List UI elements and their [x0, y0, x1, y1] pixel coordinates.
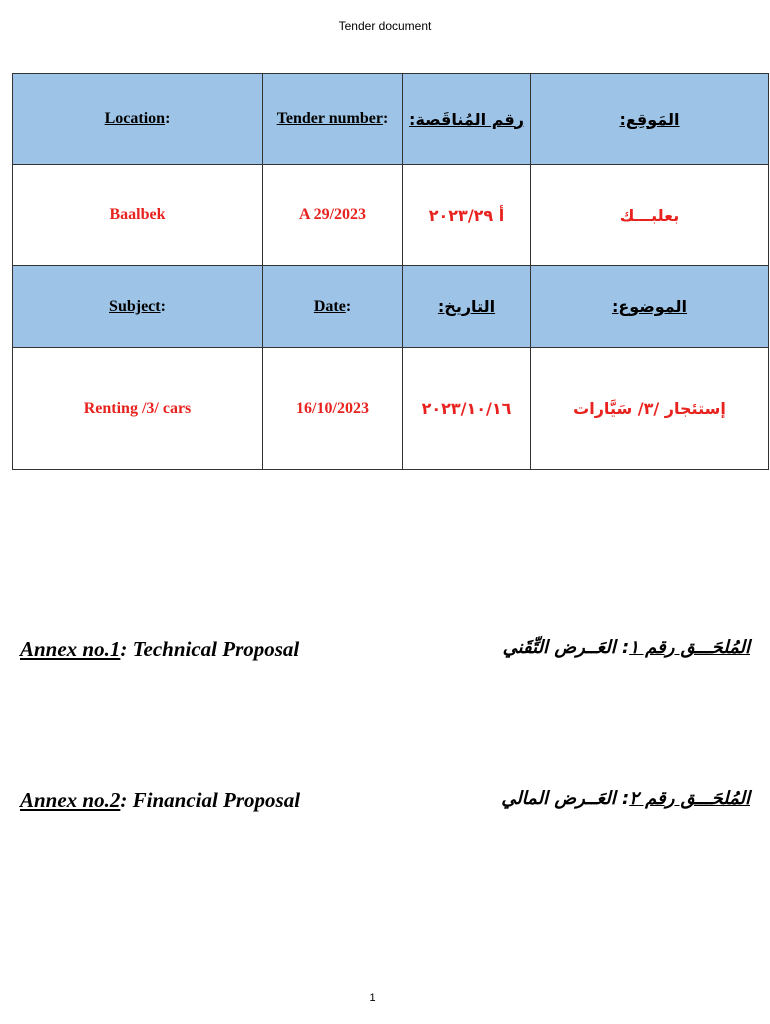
document-header-title: Tender document — [338, 19, 432, 33]
page-number: 1 — [369, 992, 376, 1004]
annex-2-name-en: : Financial Proposal — [120, 788, 301, 812]
annex-1-number-en: Annex no.1 — [20, 637, 121, 661]
subject-value-ar: إستئجار /٣/ سَيَّارات — [531, 348, 769, 470]
date-label: Date — [313, 297, 346, 315]
tender-number-label-ar: رقم المُناقَصة: — [403, 74, 531, 165]
location-value: Baalbek — [13, 165, 263, 266]
date-value-ar: ٢٠٢٣/١٠/١٦ — [403, 348, 531, 470]
subject-label-cell: Subject: — [13, 266, 263, 348]
tender-info-table — [12, 73, 769, 470]
annex-1-title-ar — [503, 637, 750, 658]
table-row — [13, 74, 769, 165]
date-label-ar: التاريخ: — [403, 266, 531, 348]
date-value: 16/10/2023 — [263, 348, 403, 470]
annex-1-title-en — [20, 637, 299, 662]
subject-value: Renting /3/ cars — [13, 348, 263, 470]
annex-1 — [20, 637, 750, 667]
date-label-cell: Date: — [263, 266, 403, 348]
tender-number-value: A 29/2023 — [263, 165, 403, 266]
subject-label: Subject — [109, 297, 161, 315]
tender-number-label-cell: Tender number: — [263, 74, 403, 165]
annex-2-number-ar: المُلحَـــق رقم ٢ — [629, 788, 750, 809]
subject-label-ar: الموضوع: — [531, 266, 769, 348]
location-label-ar: المَوقِع: — [531, 74, 769, 165]
table-row — [13, 348, 769, 470]
location-label: Location — [104, 110, 166, 127]
annex-1-name-en: : Technical Proposal — [120, 637, 300, 661]
annex-1-number-ar: المُلحَـــق رقم ١ — [629, 637, 750, 658]
table-row — [13, 266, 769, 348]
annex-2 — [20, 788, 750, 818]
annex-2-name-ar: : العَــرض المالي — [501, 788, 630, 809]
tender-number-label: Tender number — [276, 110, 383, 127]
annex-2-number-en: Annex no.2 — [20, 788, 121, 812]
annex-1-name-ar: : العَــرض التِّقَني — [502, 637, 630, 658]
annex-2-title-ar — [501, 788, 750, 809]
table-row — [13, 165, 769, 266]
annex-2-title-en — [20, 788, 300, 813]
location-value-ar: بعلبـــك — [531, 165, 769, 266]
location-label-cell: Location: — [13, 74, 263, 165]
tender-number-value-ar: أ ٢٠٢٣/٢٩ — [403, 165, 531, 266]
